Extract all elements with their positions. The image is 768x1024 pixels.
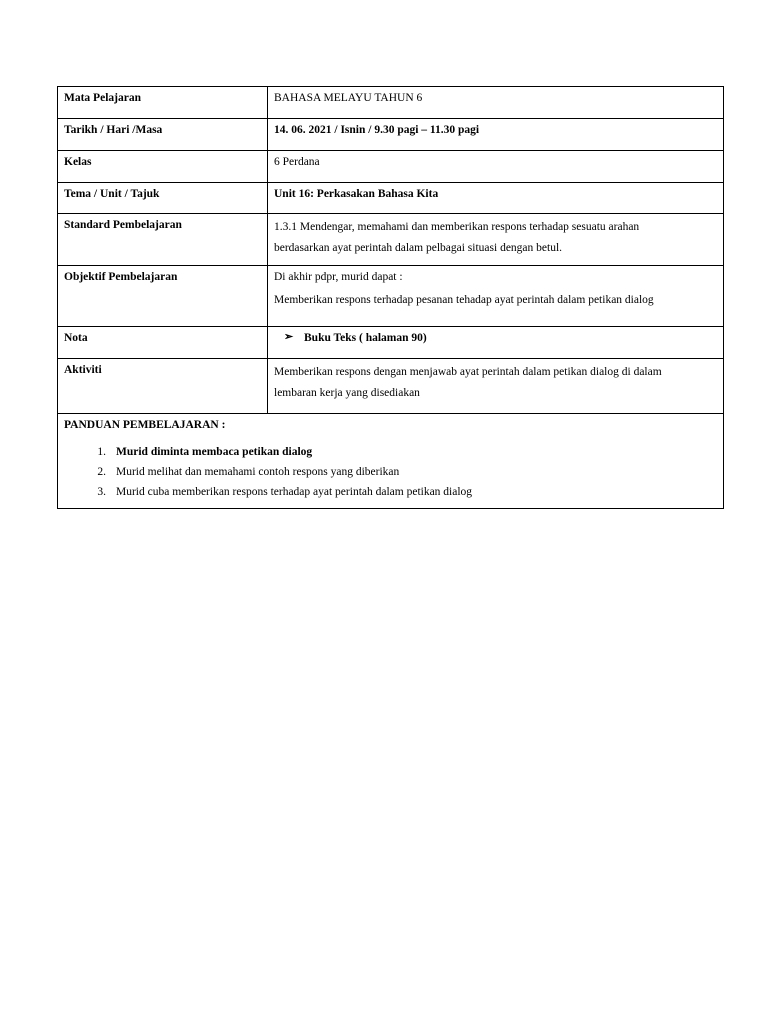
value-aktiviti [268, 359, 724, 414]
table-row-tarikh [58, 119, 724, 151]
list-item [64, 442, 717, 462]
objektif-line-1: Di akhir pdpr, murid dapat : [274, 271, 403, 283]
label-mata-pelajaran: Mata Pelajaran [58, 87, 268, 119]
list-item-number: 2. [97, 466, 106, 479]
table-row-aktiviti [58, 359, 724, 414]
label-tema: Tema / Unit / Tajuk [58, 183, 268, 214]
value-nota [268, 327, 724, 359]
table-row-standard [58, 214, 724, 266]
nota-item-text: Buku Teks ( halaman 90) [304, 332, 427, 344]
list-item-text: Murid diminta membaca petikan dialog [116, 446, 313, 459]
table-row-nota [58, 327, 724, 359]
list-item-text: Murid melihat dan memahami contoh respons yang diberikan [116, 466, 400, 479]
list-item-number: 3. [97, 486, 106, 499]
value-tarikh: 14. 06. 2021 / Isnin / 9.30 pagi – 11.30 pagi [268, 119, 724, 151]
table-row-panduan [58, 414, 724, 509]
label-standard: Standard Pembelajaran [58, 214, 268, 266]
nota-list-item [274, 330, 717, 346]
label-tarikh: Tarikh / Hari /Masa [58, 119, 268, 151]
panduan-title: PANDUAN PEMBELAJARAN : [64, 419, 226, 431]
value-kelas: 6 Perdana [268, 151, 724, 183]
aktiviti-line-1: Memberikan respons dengan menjawab ayat perintah dalam petikan dialog di dalam [274, 366, 662, 378]
panduan-cell [58, 414, 724, 509]
arrow-bullet-icon: ➢ [284, 331, 294, 344]
value-standard [268, 214, 724, 266]
table-row-tema [58, 183, 724, 214]
standard-line-2: berdasarkan ayat perintah dalam pelbagai situasi dengan betul. [274, 242, 563, 254]
list-item [64, 482, 717, 502]
label-kelas: Kelas [58, 151, 268, 183]
objektif-line-2: Memberikan respons terhadap pesanan tehadap ayat perintah dalam petikan dialog [274, 294, 654, 307]
value-tema: Unit 16: Perkasakan Bahasa Kita [268, 183, 724, 214]
table-row-objektif [58, 266, 724, 327]
list-item-text: Murid cuba memberikan respons terhadap ayat perintah dalam petikan dialog [116, 486, 473, 499]
panduan-list [64, 442, 717, 502]
table-row-kelas [58, 151, 724, 183]
label-objektif: Objektif Pembelajaran [58, 266, 268, 327]
list-item [64, 462, 717, 482]
value-mata-pelajaran: BAHASA MELAYU TAHUN 6 [268, 87, 724, 119]
lesson-plan-table [57, 86, 724, 509]
label-aktiviti: Aktiviti [58, 359, 268, 414]
label-nota: Nota [58, 327, 268, 359]
value-objektif [268, 266, 724, 327]
lesson-plan-page [57, 86, 724, 509]
standard-line-1: 1.3.1 Mendengar, memahami dan memberikan respons terhadap sesuatu arahan [274, 221, 640, 233]
aktiviti-line-2: lembaran kerja yang disediakan [274, 387, 420, 399]
list-item-number: 1. [97, 446, 106, 459]
table-row-mata-pelajaran [58, 87, 724, 119]
